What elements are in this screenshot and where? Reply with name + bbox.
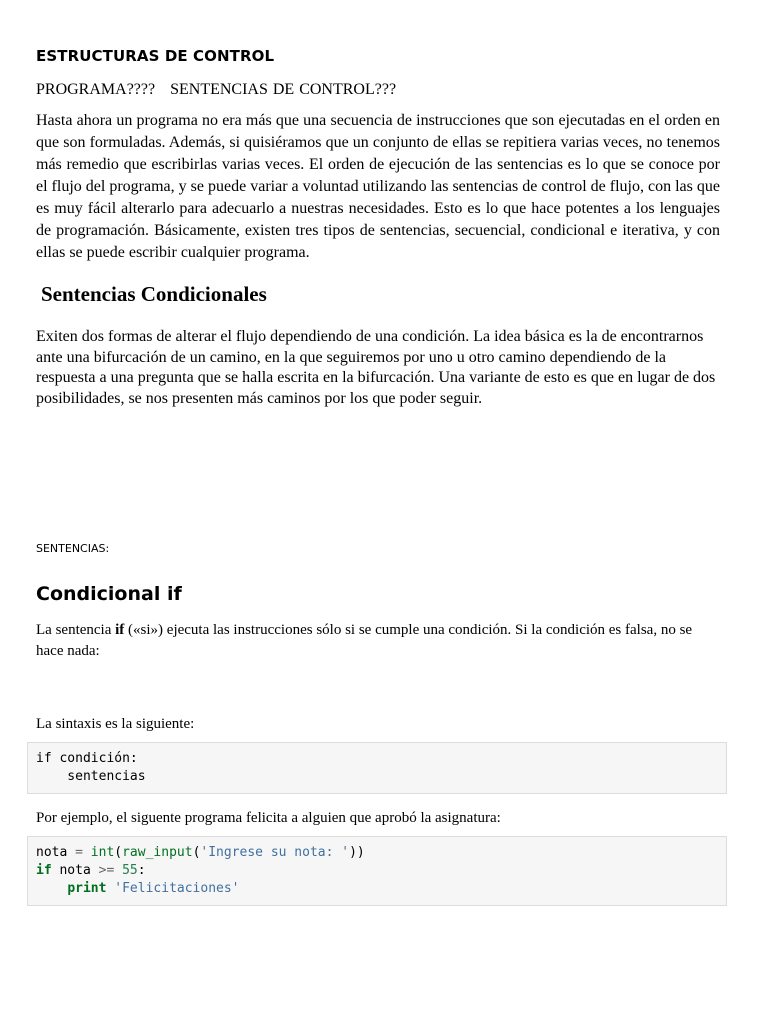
syntax-code-line-1: if condición:	[36, 751, 138, 766]
code-string-prompt: 'Ingrese su nota: '	[200, 845, 350, 860]
conditional-paragraph: Exiten dos formas de alterar el flujo dependiendo de una condición. La idea básica es la de encontrarnos ante una bifurcación de un camino, en la que seguiremos por uno u otro camino dependiendo de la respuesta a una pregunta que se halla escrita en la bifurcación. Una variante de esto es que en lugar de dos posibilidades, se nos presenten más caminos por los que poder seguir.	[36, 328, 716, 407]
intro-paragraph: Hasta ahora un programa no era más que una secuencia de instrucciones que son ejecutadas en el orden en que son formuladas. Además, si quisiéramos que un conjunto de ellas se repitiera varias veces, no tenemos más remedio que escribirlas varias veces. El orden de ejecución de las sentencias es lo que se conoce por el flujo del programa, y se puede variar a voluntad utilizando las sentencias de control de flujo, con las que es muy fácil alterarlo para adecuarlo a nuestras necesidades. Esto es lo que hace potentes a los lenguajes de programación. Básicamente, existen tres tipos de sentencias, secuencial, condicional e iterativa, y con ellas se puede escribir cualquier programa.	[36, 112, 720, 261]
code-number: 55	[122, 863, 138, 878]
if-keyword: if	[115, 622, 125, 638]
code-paren: (	[192, 845, 201, 860]
code-keyword-print: print	[67, 881, 107, 896]
code-paren-close: ))	[349, 845, 365, 860]
code-string-message: 'Felicitaciones'	[114, 881, 240, 896]
code-builtin-int: int	[90, 845, 115, 860]
code-space	[114, 863, 122, 878]
document-heading: ESTRUCTURAS DE CONTROL	[36, 47, 275, 65]
if-description-after: («si») ejecuta las instrucciones sólo si se cumple una condición. Si la condición es falsa, no se hace nada:	[36, 622, 693, 659]
code-indent	[36, 881, 67, 896]
code-keyword-if: if	[36, 863, 52, 878]
example-code-block	[27, 836, 727, 906]
syntax-label: La sintaxis es la siguiente:	[36, 716, 195, 732]
example-label: Por ejemplo, el siguente programa felicita a alguien que aprobó la asignatura:	[36, 810, 501, 826]
sentencias-label: SENTENCIAS:	[36, 542, 110, 555]
syntax-code-block	[27, 742, 727, 794]
code-paren: (	[114, 845, 123, 860]
syntax-code-line-2: sentencias	[36, 769, 146, 784]
code-var-nota: nota	[51, 863, 99, 878]
if-title: Condicional if	[36, 583, 182, 605]
if-description-before: La sentencia	[36, 622, 116, 638]
code-colon: :	[137, 863, 146, 878]
if-description	[36, 620, 720, 662]
document-subtitle: PROGRAMA???? SENTENCIAS DE CONTROL???	[36, 81, 397, 98]
code-var-nota: nota	[36, 845, 68, 860]
code-builtin-raw-input: raw_input	[122, 845, 193, 860]
section-title: Sentencias Condicionales	[41, 282, 267, 306]
code-assign-op: =	[67, 845, 91, 860]
code-compare-op: >=	[98, 863, 115, 878]
